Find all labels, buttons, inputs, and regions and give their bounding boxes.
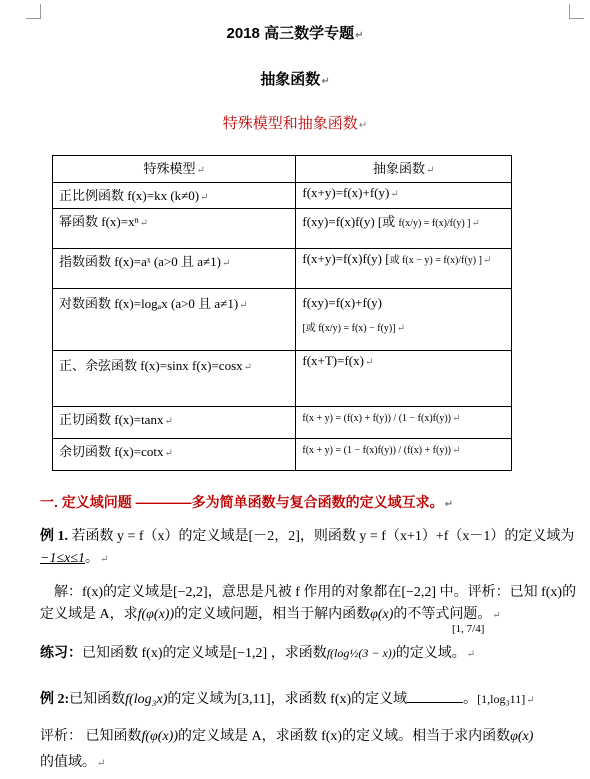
model-cell: 幂函数 f(x)=xⁿ↵ <box>53 209 296 249</box>
model-cell: 正比例函数 f(x)=kx (k≠0)↵ <box>53 183 296 209</box>
table-row <box>53 407 512 439</box>
table-row <box>53 289 512 351</box>
example-2: 例 2:已知函数f(log₃x)的定义域为[3,11]，求函数 f(x)的定义域 。[1,log₃11]↵ <box>40 688 578 712</box>
section-red-title: 特殊模型和抽象函数↵ <box>222 115 368 132</box>
crop-mark-top-left <box>26 4 41 19</box>
abstract-cell: f(x+T)=f(x)↵ <box>296 351 512 407</box>
column-header-model: 特殊模型↵ <box>53 156 296 183</box>
model-cell: 余切函数 f(x)=cotx↵ <box>53 439 296 471</box>
answer-blank <box>407 688 463 703</box>
example-label: 例 1. <box>40 529 68 544</box>
crop-mark-top-right <box>569 4 584 19</box>
model-table <box>52 155 512 471</box>
table-row <box>53 183 512 209</box>
abstract-cell: f(xy)=f(x)f(y) [或 f(x/y) = f(x)/f(y) ]↵ <box>296 209 512 249</box>
interval-answer: [1, 7/4] <box>452 623 485 635</box>
abstract-cell: f(x + y) = (1 − f(x)f(y)) / (f(x) + f(y))↵ <box>296 439 512 471</box>
example-1: 例 1. 若函数 y = f（x）的定义域是[－2，2]，则函数 y = f（x+1）+f（x－1）的定义域为−1≤x≤1。↵ <box>40 529 575 566</box>
column-header-abstract: 抽象函数↵ <box>296 156 512 183</box>
example-answer: −1≤x≤1 <box>40 551 86 566</box>
model-cell: 正切函数 f(x)=tanx↵ <box>53 407 296 439</box>
document-subtitle: 抽象函数↵ <box>260 71 330 88</box>
abstract-cell: f(x+y)=f(x)f(y) [或 f(x − y) = f(x)/f(y) ]↵ <box>296 249 512 289</box>
comment: 评析： 已知函数f(φ(x))的定义域是 A，求函数 f(x)的定义域。相当于求内函数φ(x) 的值域。↵ <box>40 729 534 770</box>
table-row <box>53 209 512 249</box>
abstract-cell: f(x+y)=f(x)+f(y)↵ <box>296 183 512 209</box>
table-row <box>53 351 512 407</box>
exercise: 练习：已知函数 f(x)的定义域是[−1,2] ，求函数f(log½(3 − x))的定义域。↵ <box>40 646 476 661</box>
model-cell: 对数函数 f(x)=logₐx (a>0 且 a≠1)↵ <box>53 289 296 351</box>
table-row <box>53 439 512 471</box>
solution-1: 解：f(x)的定义域是[−2,2]，意思是凡被 f 作用的对象都在[−2,2] 中。评析：已知 f(x)的定义域是 A，求f(φ(x))的定义域问题，相当于解内函数φ(x)的不等式问题。↵ [1, 7/4] <box>40 582 578 627</box>
model-cell: 指数函数 f(x)=aˣ (a>0 且 a≠1)↵ <box>53 249 296 289</box>
abstract-cell: f(xy)=f(x)+f(y) [或 f(x/y) = f(x) − f(y)]↵ <box>296 289 512 351</box>
table-row <box>53 249 512 289</box>
section-heading-domain: 一. 定义域问题 ————多为简单函数与复合函数的定义域互求。↵ <box>40 494 454 510</box>
abstract-cell: f(x + y) = (f(x) + f(y)) / (1 − f(x)f(y))↵ <box>296 407 512 439</box>
model-cell: 正、余弦函数 f(x)=sinx f(x)=cosx↵ <box>53 351 296 407</box>
example-text: 若函数 y = f（x）的定义域是[－2，2]，则函数 y = f（x+1）+f（x－1）的定义域为 <box>71 529 575 544</box>
document-title: 2018 高三数学专题↵ <box>226 25 364 42</box>
table-header-row <box>53 156 512 183</box>
